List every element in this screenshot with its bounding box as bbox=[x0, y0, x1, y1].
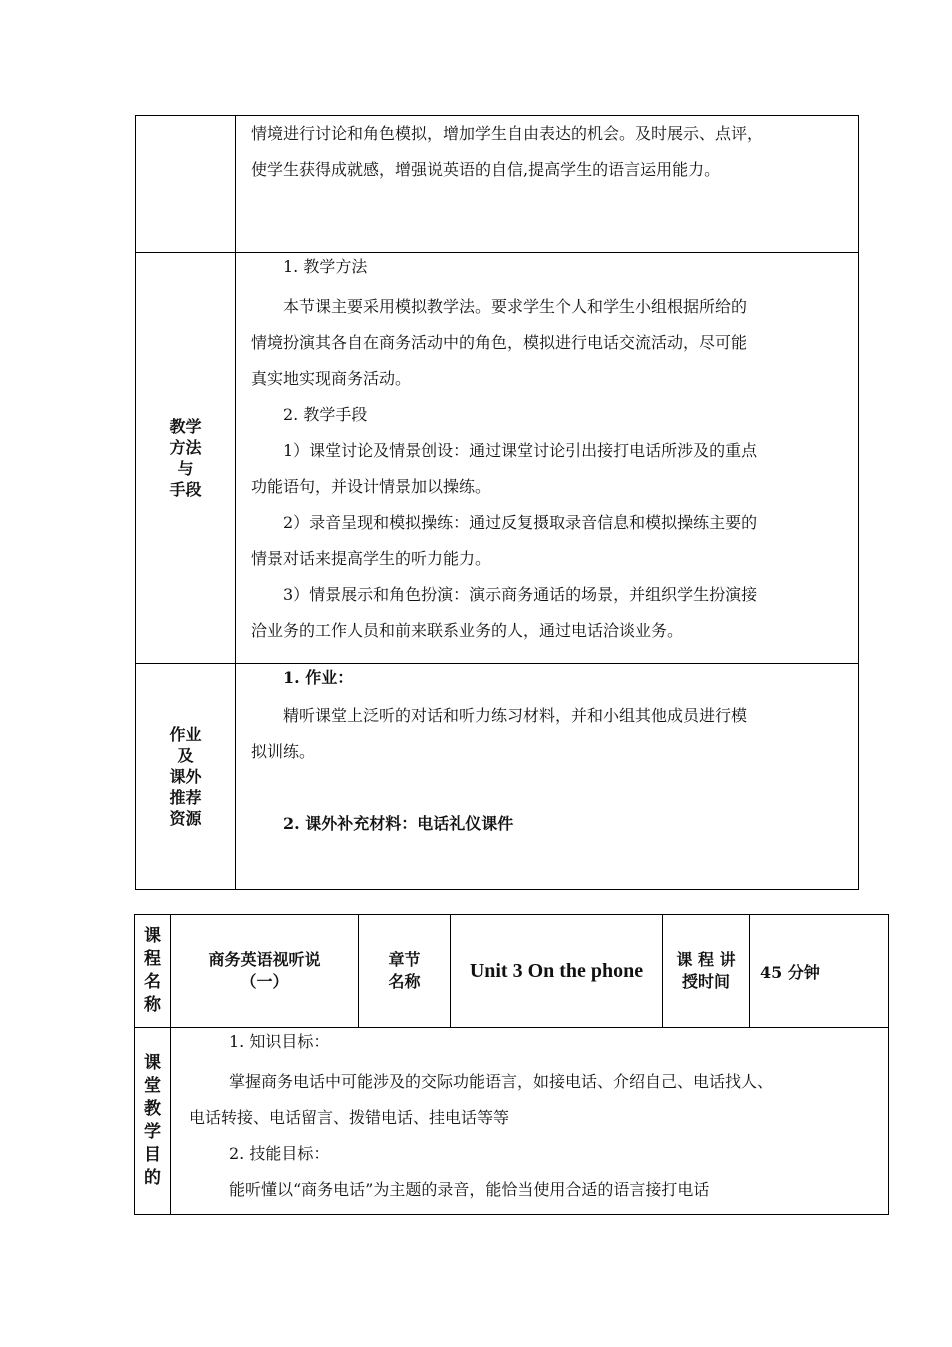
teaching-goals-label bbox=[135, 1028, 171, 1215]
teaching-methods-content bbox=[236, 253, 859, 664]
lecture-time-label bbox=[663, 915, 750, 1028]
paragraph: 电话转接、电话留言、拨错电话、挂电话等等 bbox=[189, 1108, 510, 1127]
paragraph: 掌握商务电话中可能涉及的交际功能语言，如接电话、介绍自己、电话找人、 bbox=[229, 1072, 774, 1091]
label-line: 与 bbox=[177, 459, 194, 478]
label-char: 教 bbox=[144, 1099, 161, 1119]
paragraph: 使学生获得成就感，增强说英语的自信,提高学生的语言运用能力。 bbox=[251, 160, 721, 179]
table-row-teaching-methods bbox=[136, 253, 859, 664]
paragraph: 2. 教学手段 bbox=[283, 405, 368, 424]
course-name-line: （一） bbox=[240, 972, 289, 991]
label-char: 课 bbox=[144, 1053, 161, 1073]
label-char: 称 bbox=[144, 995, 161, 1015]
course-name-label bbox=[135, 915, 171, 1028]
table-row-homework bbox=[136, 664, 859, 890]
paragraph: 精听课堂上泛听的对话和听力练习材料，并和小组其他成员进行模 bbox=[283, 706, 748, 725]
paragraph: 能听懂以“商务电话”为主题的录音，能恰当使用合适的语言接打电话 bbox=[229, 1180, 710, 1199]
label-line: 课 程 讲 bbox=[676, 950, 736, 969]
paragraph: 本节课主要采用模拟教学法。要求学生个人和学生小组根据所给的 bbox=[283, 297, 748, 316]
paragraph: 1）课堂讨论及情景创设：通过课堂讨论引出接打电话所涉及的重点 bbox=[283, 441, 758, 460]
paragraph: 情境进行讨论和角色模拟，增加学生自由表达的机会。及时展示、点评， bbox=[251, 124, 764, 143]
supplementary-materials-heading: 2. 课外补充材料：电话礼仪课件 bbox=[283, 814, 514, 833]
teaching-goals-content bbox=[171, 1028, 889, 1215]
label-char: 名 bbox=[144, 972, 161, 992]
lecture-time-value: 45 分钟 bbox=[750, 915, 889, 1028]
label-char: 堂 bbox=[144, 1076, 161, 1096]
paragraph: 拟训练。 bbox=[251, 742, 316, 761]
paragraph: 3）情景展示和角色扮演：演示商务通话的场景，并组织学生扮演接 bbox=[283, 585, 758, 604]
label-char: 的 bbox=[144, 1168, 161, 1188]
label-char: 目 bbox=[144, 1145, 161, 1165]
lesson-plan-table-1 bbox=[135, 115, 859, 890]
label-line: 授时间 bbox=[681, 972, 730, 991]
label-line: 课外 bbox=[169, 767, 202, 786]
paragraph: 1. 知识目标： bbox=[229, 1032, 330, 1051]
continuation-content-cell bbox=[236, 116, 859, 253]
paragraph: 情境扮演其各自在商务活动中的角色，模拟进行电话交流活动，尽可能 bbox=[251, 333, 748, 352]
chapter-name-value: Unit 3 On the phone bbox=[451, 915, 663, 1028]
paragraph: 真实地实现商务活动。 bbox=[251, 369, 412, 388]
homework-heading: 1. 作业： bbox=[283, 668, 354, 687]
paragraph: 功能语句，并设计情景加以操练。 bbox=[251, 477, 492, 496]
paragraph: 情景对话来提高学生的听力能力。 bbox=[251, 549, 492, 568]
table-row-continuation bbox=[136, 116, 859, 253]
homework-content bbox=[236, 664, 859, 890]
chapter-name-label bbox=[359, 915, 451, 1028]
label-line: 作业 bbox=[169, 725, 202, 744]
label-line: 推荐 bbox=[169, 788, 202, 807]
paragraph: 1. 教学方法 bbox=[283, 257, 368, 276]
label-line: 方法 bbox=[169, 438, 202, 457]
label-char: 学 bbox=[144, 1122, 161, 1142]
paragraph: 2. 技能目标： bbox=[229, 1144, 330, 1163]
course-header-row bbox=[135, 915, 889, 1028]
label-line: 章节 bbox=[388, 950, 421, 969]
label-line: 手段 bbox=[169, 480, 202, 499]
label-line: 教学 bbox=[169, 417, 202, 436]
label-char: 程 bbox=[144, 949, 161, 969]
lesson-plan-table-2 bbox=[134, 914, 889, 1215]
label-line: 资源 bbox=[169, 809, 202, 828]
empty-label-cell bbox=[136, 116, 236, 253]
spacer bbox=[251, 770, 850, 806]
course-name-line: 商务英语视听说 bbox=[208, 950, 321, 969]
homework-label bbox=[136, 664, 236, 890]
label-char: 课 bbox=[144, 926, 161, 946]
teaching-methods-label bbox=[136, 253, 236, 664]
label-line: 名称 bbox=[388, 972, 421, 991]
teaching-goals-row bbox=[135, 1028, 889, 1215]
label-line: 及 bbox=[177, 746, 194, 765]
course-name-value bbox=[171, 915, 359, 1028]
paragraph: 2）录音呈现和模拟操练：通过反复摄取录音信息和模拟操练主要的 bbox=[283, 513, 758, 532]
paragraph: 洽业务的工作人员和前来联系业务的人，通过电话洽谈业务。 bbox=[251, 621, 684, 640]
